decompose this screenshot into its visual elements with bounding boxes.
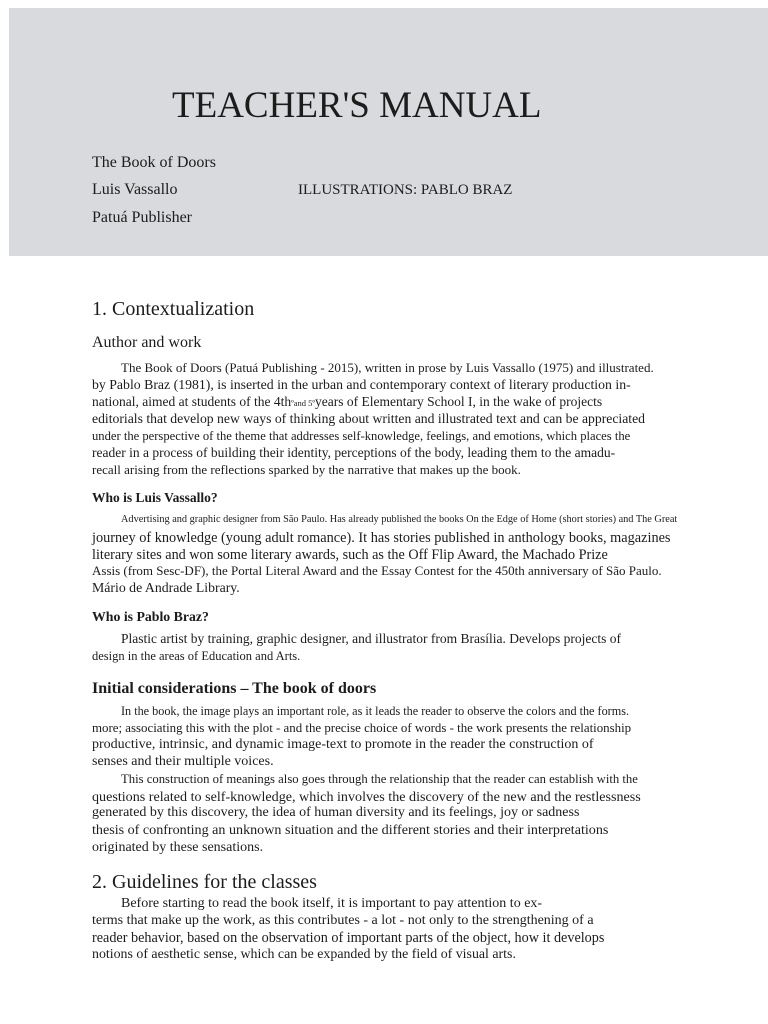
initial-considerations-line: senses and their multiple voices. bbox=[92, 754, 274, 769]
initial-considerations-line: productive, intrinsic, and dynamic image-text to promote in the reader the construction of bbox=[92, 737, 594, 752]
author-work-line: recall arising from the reflections sparked by the narrative that makes up the book. bbox=[92, 462, 521, 477]
initial-considerations-line: originated by these sensations. bbox=[92, 840, 264, 855]
bio-line-luis: Advertising and graphic designer from São Paulo. Has already published the books On the Edge of Home (short stories) and The Great bbox=[121, 514, 678, 525]
subsection-heading-initial-considerations: Initial considerations – The book of doors bbox=[92, 680, 377, 697]
guidelines-line: Before starting to read the book itself, it is important to pay attention to ex- bbox=[121, 896, 543, 911]
guidelines-line: reader behavior, based on the observation of important parts of the object, how it develops bbox=[92, 930, 605, 946]
initial-considerations-line: In the book, the image plays an important role, as it leads the reader to observe the colors and the forms. bbox=[121, 704, 629, 718]
author-work-line: reader in a process of building their identity, perceptions of the body, leading them to the amadu- bbox=[92, 445, 616, 460]
publisher-name: Patuá Publisher bbox=[92, 209, 192, 226]
bio-line-pablo: design in the areas of Education and Arts. bbox=[92, 649, 301, 663]
bio-line-luis: journey of knowledge (young adult romance). It has stories published in anthology books, magazines bbox=[92, 530, 671, 546]
author-work-line: by Pablo Braz (1981), is inserted in the urban and contemporary context of literary production in- bbox=[92, 377, 631, 392]
manual-title: TEACHER'S MANUAL bbox=[172, 85, 542, 126]
author-work-line-text: years of Elementary School I, in the wake of projects bbox=[315, 394, 603, 409]
subsection-heading-author-work: Author and work bbox=[92, 334, 202, 351]
guidelines-line: notions of aesthetic sense, which can be expanded by the field of visual arts. bbox=[92, 947, 516, 962]
bio-line-pablo: Plastic artist by training, graphic designer, and illustrator from Brasília. Develops projects of bbox=[121, 631, 621, 646]
section-heading-guidelines: 2. Guidelines for the classes bbox=[92, 871, 317, 893]
initial-considerations-line: questions related to self-knowledge, which involves the discovery of the new and the restlessness bbox=[92, 789, 641, 805]
section-heading-contextualization: 1. Contextualization bbox=[92, 298, 255, 320]
author-work-line: under the perspective of the theme that addresses self-knowledge, feelings, and emotions, which places the bbox=[92, 429, 631, 443]
author-name: Luis Vassallo bbox=[92, 181, 178, 198]
bio-line-luis: Mário de Andrade Library. bbox=[92, 580, 240, 595]
initial-considerations-line: more; associating this with the plot - and the precise choice of words - the work presents the relationship bbox=[92, 721, 632, 735]
bio-line-luis: literary sites and won some literary awards, such as the Off Flip Award, the Machado Prize bbox=[92, 547, 608, 563]
initial-considerations-line: This construction of meanings also goes through the relationship that the reader can establish with the bbox=[121, 772, 638, 786]
bio-heading-luis-vassallo: Who is Luis Vassallo? bbox=[92, 490, 218, 505]
initial-considerations-line: thesis of confronting an unknown situation and the different stories and their interpretations bbox=[92, 822, 609, 838]
author-work-line-text: national, aimed at students of the 4th bbox=[92, 394, 292, 409]
ordinal-superscript: ºand 5º bbox=[291, 398, 316, 408]
illustrator-credit: ILLUSTRATIONS: PABLO BRAZ bbox=[298, 182, 513, 198]
author-work-line: The Book of Doors (Patuá Publishing - 2015), written in prose by Luis Vassallo (1975) and illustrated. bbox=[121, 360, 654, 375]
book-title: The Book of Doors bbox=[92, 154, 216, 171]
author-work-line: editorials that develop new ways of thinking about written and illustrated text and can be appreciated bbox=[92, 411, 646, 426]
bio-line-luis: Assis (from Sesc-DF), the Portal Literal Award and the Essay Contest for the 450th anniversary of São Paulo. bbox=[92, 563, 662, 578]
bio-heading-pablo-braz: Who is Pablo Braz? bbox=[92, 609, 209, 624]
initial-considerations-line: generated by this discovery, the idea of human diversity and its feelings, joy or sadness bbox=[92, 805, 580, 820]
guidelines-line: terms that make up the work, as this contributes - a lot - not only to the strengthening of a bbox=[92, 913, 594, 928]
